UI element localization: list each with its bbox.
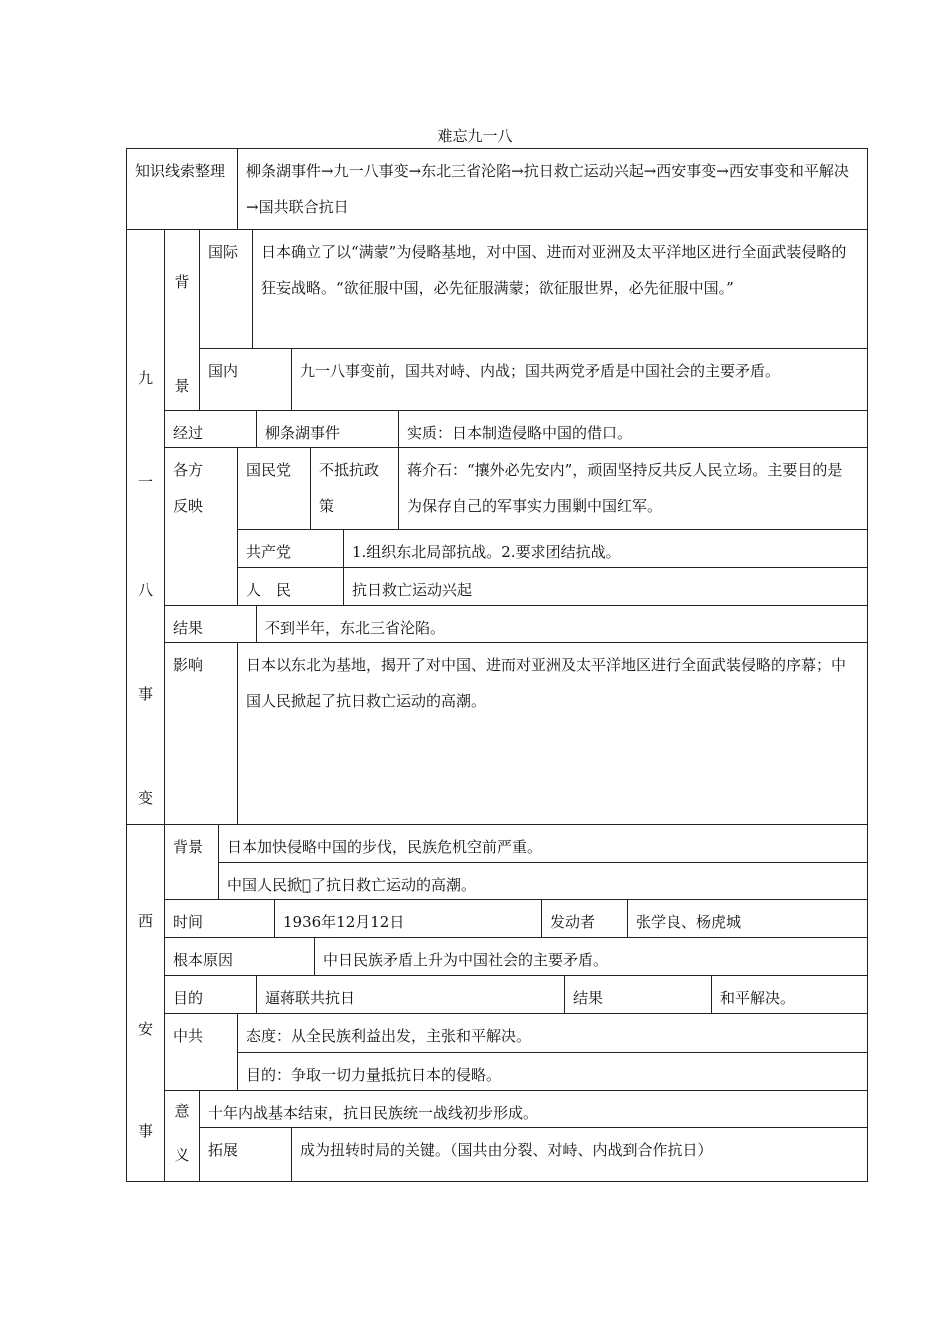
xian-cpc-label: 中共	[173, 1027, 204, 1045]
initiator-value-cell	[627, 899, 868, 938]
initiator-label: 发动者	[550, 913, 596, 931]
clue-text: 柳条湖事件→九一八事变→东北三省沦陷→抗日救亡运动兴起→西安事变→西安事变和平解决→国共联合抗日	[246, 162, 849, 216]
section-xian-char-3: 事	[137, 1122, 153, 1140]
purpose-text: 逼蒋联共抗日	[265, 989, 356, 1007]
cpc-text-cell	[343, 529, 868, 568]
result-text-cell	[256, 605, 868, 643]
root-cause-text-cell	[314, 937, 868, 976]
xian-background-text-2b: 了抗日救亡运动的高潮。	[311, 876, 477, 894]
purpose-label: 目的	[173, 989, 204, 1007]
cpc-goal-cell	[237, 1052, 868, 1091]
xian-result-label-cell	[564, 975, 712, 1014]
section-918-char-5: 变	[137, 789, 153, 807]
kmt-policy-cell	[310, 447, 399, 530]
xian-result-text-cell	[711, 975, 868, 1014]
process-text-cell	[398, 410, 868, 448]
significance-text-cell	[199, 1090, 868, 1128]
cpc-label-cell	[237, 529, 344, 568]
kmt-text-cell	[398, 447, 868, 530]
result-label: 结果	[173, 619, 204, 637]
cpc-goal-text: 目的：争取一切力量抵抗日本的侵略。	[246, 1066, 502, 1084]
purpose-text-cell	[256, 975, 565, 1014]
cpc-attitude-text: 态度：从全民族利益出发，主张和平解决。	[246, 1027, 532, 1045]
section-label-xian	[126, 824, 165, 1182]
intl-text-cell	[252, 229, 868, 349]
people-label-cell	[237, 567, 344, 606]
extension-label: 拓展	[208, 1141, 239, 1159]
significance-char-2: 义	[174, 1146, 190, 1164]
clue-text-cell	[237, 148, 868, 230]
section-918-char-3: 八	[137, 581, 153, 599]
impact-text-cell	[237, 642, 868, 825]
significance-char-1: 意	[174, 1102, 190, 1120]
section-label-918	[126, 229, 165, 825]
domestic-text-cell	[291, 348, 868, 411]
xian-background-label-cell	[164, 824, 219, 900]
section-918-char-2: 一	[137, 473, 153, 491]
background-char-1: 背	[174, 273, 190, 291]
clue-label-cell	[126, 148, 238, 230]
process-label: 经过	[173, 424, 204, 442]
time-value-cell	[274, 899, 542, 938]
domestic-text: 九一八事变前，国共对峙、内战；国共两党矛盾是中国社会的主要矛盾。	[300, 362, 781, 380]
domestic-label-cell	[199, 348, 292, 411]
impact-label: 影响	[173, 656, 204, 674]
process-text: 实质：日本制造侵略中国的借口。	[407, 424, 633, 442]
xian-background-text-2a: 中国人民掀起	[227, 876, 312, 894]
root-cause-text: 中日民族矛盾上升为中国社会的主要矛盾。	[323, 951, 609, 969]
result-text: 不到半年，东北三省沦陷。	[265, 619, 446, 637]
kmt-policy: 不抵抗政策	[319, 461, 380, 515]
kmt-label-cell	[237, 447, 311, 530]
xian-result-label: 结果	[573, 989, 604, 1007]
root-cause-label: 根本原因	[173, 951, 234, 969]
process-label-cell	[164, 410, 257, 448]
initiator-label-cell	[541, 899, 628, 938]
people-text: 抗日救亡运动兴起	[352, 581, 473, 599]
extension-text: 成为扭转时局的关键。（国共由分裂、对峙、内战到合作抗日）	[300, 1141, 713, 1159]
kmt-text: 蒋介石：“攘外必先安内”，顽固坚持反共反人民立场。主要目的是为保存自己的军事实力围剿中国红军。	[407, 461, 843, 515]
section-xian-char-1: 西	[137, 912, 153, 930]
section-918-char-1: 九	[137, 369, 153, 387]
time-label: 时间	[173, 913, 204, 931]
time-label-cell	[164, 899, 275, 938]
section-xian-char-2: 安	[137, 1020, 153, 1038]
reactions-label: 各方反映	[173, 461, 204, 515]
time-value: 1936年12月12日	[283, 913, 405, 931]
background-char-2: 景	[174, 377, 190, 395]
impact-text: 日本以东北为基地，揭开了对中国、进而对亚洲及太平洋地区进行全面武装侵略的序幕；中国人民掀起了抗日救亡运动的高潮。	[246, 656, 847, 710]
significance-label-cell	[164, 1090, 200, 1182]
xian-result-text: 和平解决。	[720, 989, 796, 1007]
result-label-cell	[164, 605, 257, 643]
cpc-text: 1.组织东北局部抗战。2.要求团结抗战。	[352, 543, 621, 561]
xian-cpc-label-cell	[164, 1013, 238, 1091]
clue-label: 知识线索整理	[135, 162, 226, 180]
kmt-label: 国民党	[246, 461, 292, 479]
people-label: 人 民	[246, 581, 292, 599]
significance-text: 十年内战基本结束，抗日民族统一战线初步形成。	[208, 1104, 539, 1122]
root-cause-label-cell	[164, 937, 315, 976]
domestic-label: 国内	[208, 362, 239, 380]
cpc-attitude-cell	[237, 1013, 868, 1053]
people-text-cell	[343, 567, 868, 606]
xian-background-text-1: 日本加快侵略中国的步伐，民族危机空前严重。	[227, 838, 543, 856]
impact-label-cell	[164, 642, 238, 825]
section-918-char-4: 事	[137, 685, 153, 703]
document-title: 难忘九一八	[437, 127, 513, 145]
intl-label: 国际	[208, 243, 239, 261]
process-event: 柳条湖事件	[265, 424, 341, 442]
initiator-value: 张学良、杨虎城	[636, 913, 742, 931]
xian-background-text-2-cell	[218, 862, 868, 900]
extension-label-cell	[199, 1127, 292, 1182]
xian-background-label: 背景	[173, 838, 204, 856]
reactions-label-cell	[164, 447, 238, 606]
xian-background-text-1-cell	[218, 824, 868, 863]
knowledge-table	[126, 148, 868, 1182]
intl-label-cell	[199, 229, 253, 349]
background-label-cell	[164, 229, 200, 411]
process-event-cell	[256, 410, 399, 448]
purpose-label-cell	[164, 975, 257, 1014]
intl-text: 日本确立了以“满蒙”为侵略基地，对中国、进而对亚洲及太平洋地区进行全面武装侵略的狂妄战略。“欲征服中国，必先征服满蒙；欲征服世界，必先征服中国。”	[261, 243, 847, 297]
cpc-label: 共产党	[246, 543, 292, 561]
extension-text-cell	[291, 1127, 868, 1182]
